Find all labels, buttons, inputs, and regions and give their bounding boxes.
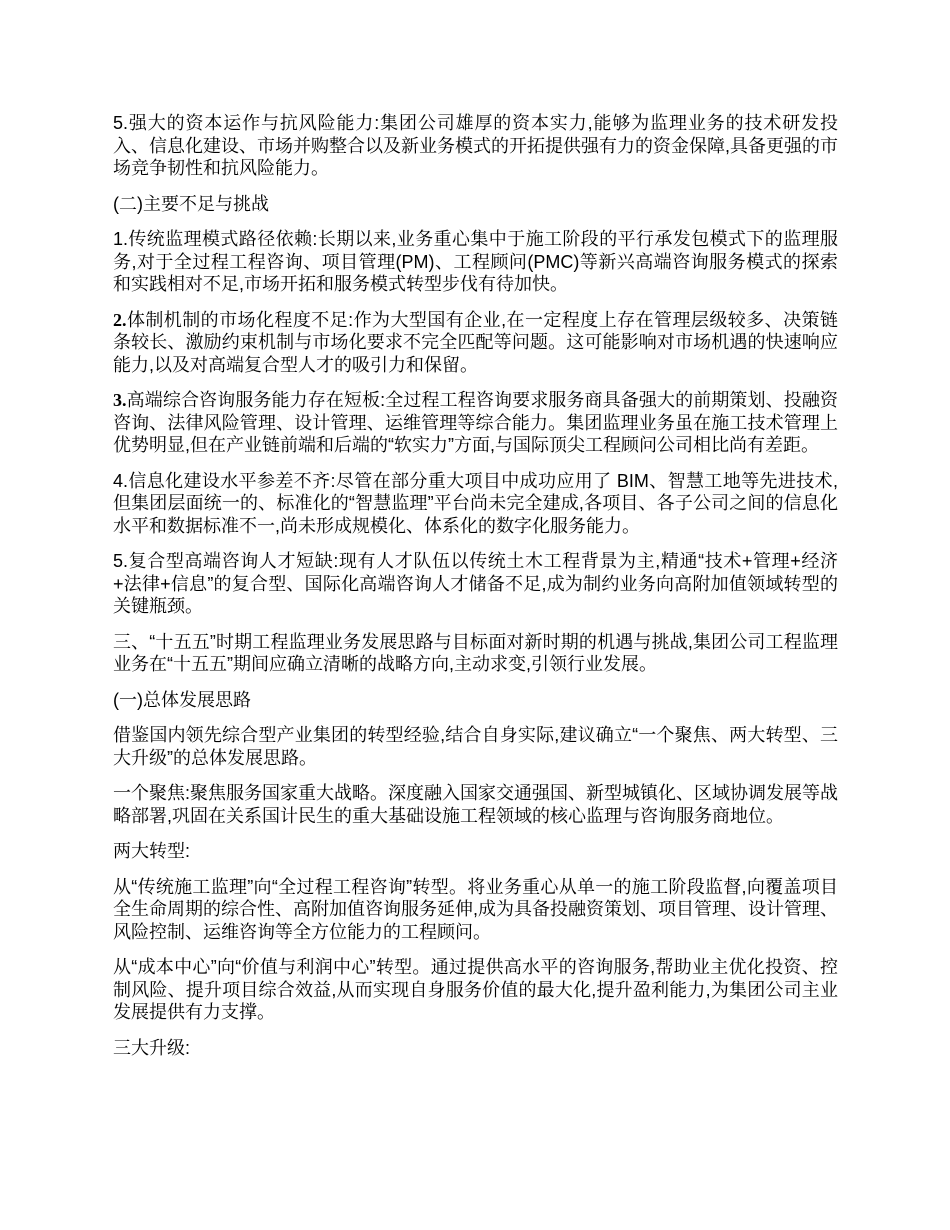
paragraph-weakness-1-path-dependence: 1.传统监理模式路径依赖:长期以来,业务重心集中于施工阶段的平行承发包模式下的监理服务,对于全过程工程咨询、项目管理(PM)、工程顾问(PMC)等新兴高端咨询服务模式的探索和实践相对不足,市场开拓和服务模式转型步伐有待加快。 [113,229,838,294]
paragraph-overall-idea: 借鉴国内领先综合型产业集团的转型经验,结合自身实际,建议确立“一个聚焦、两大转型、三大升级”的总体发展思路。 [113,725,838,768]
paragraph-one-focus: 一个聚焦:聚焦服务国家重大战略。深度融入国家交通强国、新型城镇化、区域协调发展等战略部署,巩固在关系国计民生的重大基础设施工程领域的核心监理与咨询服务商地位。 [113,783,838,826]
paragraph-weakness-3-capability-gap [113,389,838,457]
paragraph-weakness-5-talent-shortage: 5.复合型高端咨询人才短缺:现有人才队伍以传统土木工程背景为主,精通“技术+管理+经济+法律+信息”的复合型、国际化高端咨询人才储备不足,成为制约业务向高附加值领域转型的关键瓶颈。 [113,551,838,616]
label-three-upgrades: 三大升级: [113,1037,191,1058]
bold-number-3: 3. [113,390,127,410]
label-two-transformations: 两大转型: [113,841,191,861]
section-heading-three-development-ideas: 三、“十五五”时期工程监理业务发展思路与目标面对新时期的机遇与挑战,集团公司工程监理业务在“十五五”期间应确立清晰的战略方向,主动求变,引领行业发展。 [113,631,838,674]
paragraph-weakness-2-mechanism [113,309,838,377]
paragraph-text: 体制机制的市场化程度不足:作为大型国有企业,在一定程度上存在管理层级较多、决策链条较长、激励约束机制与市场化要求不完全匹配等问题。这可能影响对市场机遇的快速响应能力,以及对高端复合型人才的吸引力和保留。 [113,309,838,375]
paragraph-text: 高端综合咨询服务能力存在短板:全过程工程咨询要求服务商具备强大的前期策划、投融资咨询、法律风险管理、设计管理、运维管理等综合能力。集团监理业务虽在施工技术管理上优势明显,但在产业链前端和后端的“软实力”方面,与国际顶尖工程顾问公司相比尚有差距。 [113,390,838,455]
bold-number-2: 2. [113,309,127,330]
section-heading-shortcomings: (二)主要不足与挑战 [113,193,269,214]
paragraph-weakness-4-informatization: 4.信息化建设水平参差不齐:尽管在部分重大项目中成功应用了 BIM、智慧工地等先进技术,但集团层面统一的、标准化的“智慧监理”平台尚未完全建成,各项目、各子公司之间的信息化水平和数据标准不一,尚未形成规模化、体系化的数字化服务能力。 [113,470,838,536]
paragraph-strength-5-capital: 5.强大的资本运作与抗风险能力:集团公司雄厚的资本实力,能够为监理业务的技术研发投入、信息化建设、市场并购整合以及新业务模式的开拓提供强有力的资金保障,具备更强的市场竞争韧性和抗风险能力。 [113,113,838,178]
paragraph-transformation-1: 从“传统施工监理”向“全过程工程咨询”转型。将业务重心从单一的施工阶段监督,向覆盖项目全生命周期的综合性、高附加值咨询服务延伸,成为具备投融资策划、项目管理、设计管理、风险控制、运维咨询等全方位能力的工程顾问。 [113,876,838,942]
paragraph-transformation-2: 从“成本中心”向“价值与利润中心”转型。通过提供高水平的咨询服务,帮助业主优化投资、控制风险、提升项目综合效益,从而实现自身服务价值的最大化,提升盈利能力,为集团公司主业发展提供有力支撑。 [113,957,838,1022]
section-heading-overall-development: (一)总体发展思路 [113,689,251,710]
